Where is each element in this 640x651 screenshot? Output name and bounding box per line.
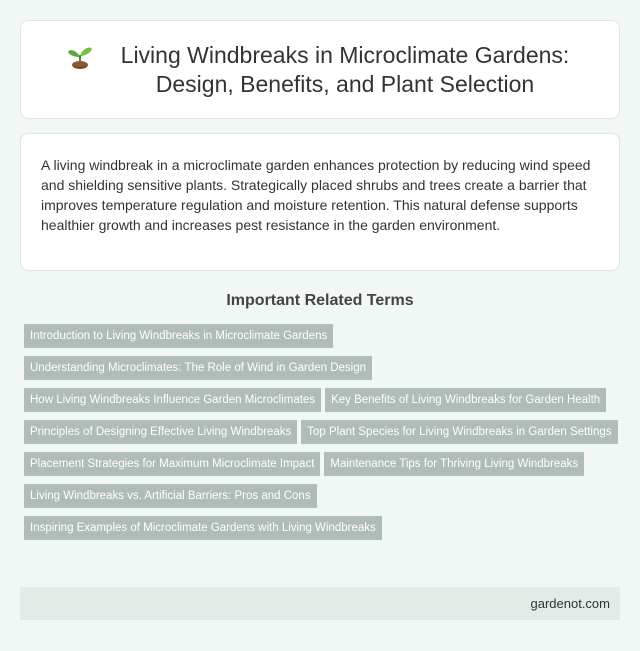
term-tag[interactable]: Top Plant Species for Living Windbreaks in Garden Settings <box>301 420 617 444</box>
site-link[interactable]: gardenot.com <box>530 596 610 611</box>
related-terms-heading: Important Related Terms <box>226 292 414 309</box>
term-tag[interactable]: Principles of Designing Effective Living Windbreaks <box>24 420 297 444</box>
related-terms-list <box>20 324 620 548</box>
term-tag[interactable]: Placement Strategies for Maximum Microclimate Impact <box>24 452 320 476</box>
term-tag[interactable]: Key Benefits of Living Windbreaks for Garden Health <box>325 388 606 412</box>
summary-card <box>20 133 620 271</box>
term-tag[interactable]: Introduction to Living Windbreaks in Microclimate Gardens <box>24 324 333 348</box>
title-card <box>20 20 620 119</box>
title-row <box>60 41 580 99</box>
term-tag[interactable]: How Living Windbreaks Influence Garden Microclimates <box>24 388 321 412</box>
summary-text: A living windbreak in a microclimate garden enhances protection by reducing wind speed and shielding sensitive plants. Strategically placed shrubs and trees create a barrier that improves temperature regulation and moisture retention. This natural defense supports healthier growth and increases pest resistance in the garden environment. <box>41 157 591 233</box>
footer <box>20 587 620 620</box>
term-tag[interactable]: Maintenance Tips for Thriving Living Windbreaks <box>324 452 584 476</box>
term-tag[interactable]: Inspiring Examples of Microclimate Gardens with Living Windbreaks <box>24 516 382 540</box>
term-tag[interactable]: Living Windbreaks vs. Artificial Barriers: Pros and Cons <box>24 484 317 508</box>
term-tag[interactable]: Understanding Microclimates: The Role of Wind in Garden Design <box>24 356 372 380</box>
page-title: Living Windbreaks in Microclimate Gardens: Design, Benefits, and Plant Selection <box>120 41 570 97</box>
seedling-icon <box>60 43 100 97</box>
